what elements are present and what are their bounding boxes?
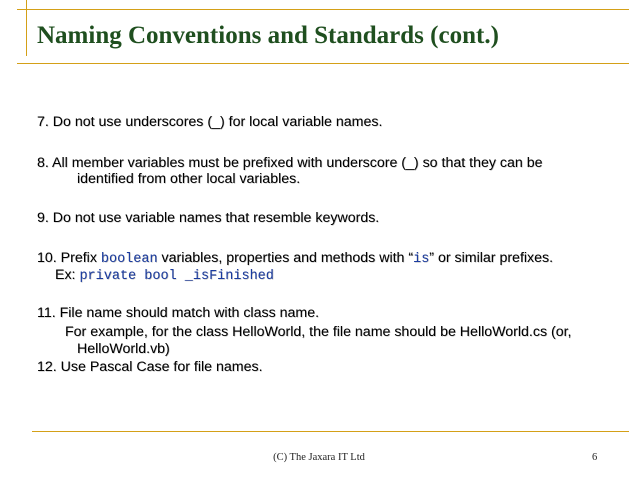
page-number: 6 bbox=[592, 452, 598, 463]
item-7: 7. Do not use underscores (_) for local variable names. bbox=[37, 114, 383, 130]
item-10-prefix: 10. Prefix bbox=[37, 250, 101, 266]
item-8-line-1: 8. All member variables must be prefixed with underscore (_) so that they can be bbox=[37, 155, 543, 171]
item-8-line-2: identified from other local variables. bbox=[77, 171, 301, 187]
slide-title: Naming Conventions and Standards (cont.) bbox=[37, 22, 499, 49]
item-10-code-boolean: boolean bbox=[100, 252, 158, 267]
item-9: 9. Do not use variable names that resemble keywords. bbox=[37, 210, 380, 226]
item-12: 12. Use Pascal Case for file names. bbox=[37, 359, 263, 375]
item-10-example-label: Ex: bbox=[55, 267, 80, 283]
top-divider bbox=[17, 9, 629, 10]
item-11-example-line-2: HelloWorld.vb) bbox=[77, 341, 170, 357]
title-underline bbox=[17, 63, 629, 64]
item-11: 11. File name should match with class name. bbox=[37, 305, 320, 321]
item-10-end: ” or similar prefixes. bbox=[429, 250, 554, 266]
item-11-example-line-1: For example, for the class HelloWorld, the file name should be HelloWorld.cs (or, bbox=[65, 324, 572, 340]
footer-divider bbox=[32, 431, 629, 432]
left-accent-bar bbox=[26, 0, 27, 56]
item-10-code-is: is bbox=[413, 252, 430, 267]
item-10-example-code: private bool _isFinished bbox=[79, 269, 274, 284]
item-10-example bbox=[37, 266, 274, 286]
item-10-middle: variables, properties and methods with “ bbox=[157, 250, 414, 266]
footer-copyright: (C) The Jaxara IT Ltd bbox=[273, 452, 365, 463]
